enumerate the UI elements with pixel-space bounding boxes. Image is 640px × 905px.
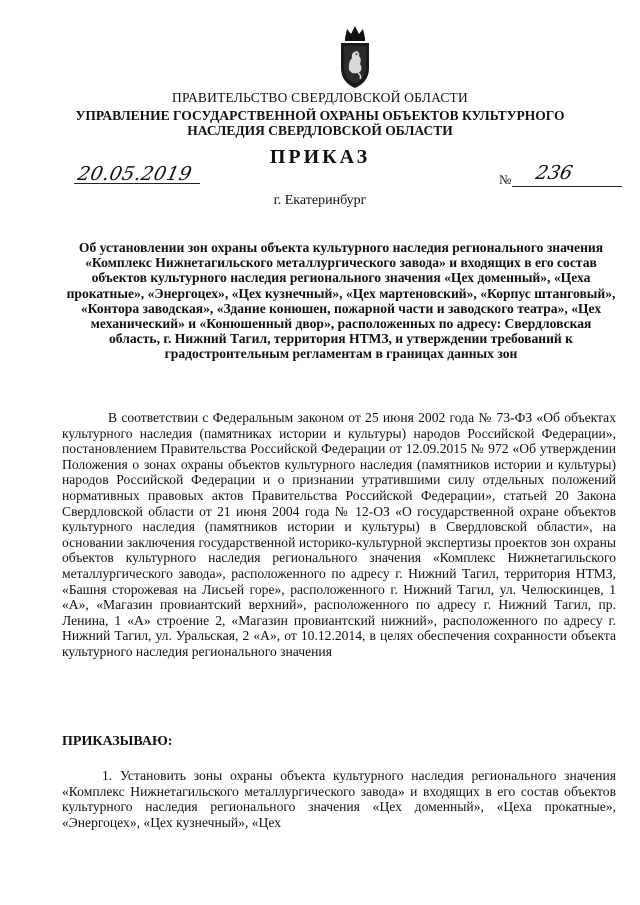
document-title: ПРИКАЗ [269,146,371,168]
order-subject: Об установлении зон охраны объекта культурного наследия регионального значения «Комплекс Нижнетагильского металлургического завода» и входящих в его состав объектов культурного наследия регионального значения «Цех доменный», «Цеха прокатные», «Энергоцех», «Цех кузнечный», «Цех мартеновский», «Корпус штанговый», «Контора заводская», «Здание конюшен, пожарной части и заводского театра», «Цех механический» и «Конюшенный двор», расположенных по адресу: Свердловская область, г. Нижний Тагил, территория НТМЗ, и утверждении требований к градостроительным регламентам в границах данных зон [66,240,616,362]
city: г. Екатеринбург [273,193,367,208]
order-item-1 [62,768,616,830]
government-name: ПРАВИТЕЛЬСТВО СВЕРДЛОВСКОЙ ОБЛАСТИ [172,90,468,105]
order-number: 236 [533,162,575,184]
order-item-1-text: 1. Установить зоны охраны объекта культурного наследия регионального значения «Комплекс Нижнетагильского металлургического завода» и входящих в его состав объектов культурного наследия регионального значения «Цех доменный», «Цеха прокатные», «Энергоцех», «Цех кузнечный», «Цех [62,768,616,830]
number-underline [512,186,622,187]
order-date: 20.05.2019 [75,163,195,185]
coat-of-arms-icon [338,24,372,90]
number-label: № [499,172,512,187]
order-heading: ПРИКАЗЫВАЮ: [62,734,173,749]
department-name: УПРАВЛЕНИЕ ГОСУДАРСТВЕННОЙ ОХРАНЫ ОБЪЕКТОВ КУЛЬТУРНОГО НАСЛЕДИЯ СВЕРДЛОВСКОЙ ОБЛАСТИ [75,108,565,138]
preamble [62,410,616,660]
preamble-paragraph: В соответствии с Федеральным законом от 25 июня 2002 года № 73-ФЗ «Об объектах культурного наследия (памятниках истории и культуры) народов Российской Федерации», постановлением Правительства Российской Федерации от 12.09.2015 № 972 «Об утверждении Положения о зонах охраны объектов культурного наследия (памятников истории и культуры) народов Российской Федерации и о признании утратившими силу отдельных положений нормативных правовых актов Правительства Российской Федерации», статьей 20 Закона Свердловской области от 21 июня 2004 года № 12-ОЗ «О государственной охране объектов культурного наследия (памятников истории и культуры) в Свердловской области», на основании заключения государственной историко-культурной экспертизы проектов зон охраны объектов культурного наследия регионального значения «Комплекс Нижнетагильского металлургического завода», расположенного по адресу г. Нижний Тагил, территория НТМЗ, «Башня сторожевая на Лисьей горе», расположенного г. Нижний Тагил, ул. Челюскинцев, 1 «А», «Магазин провиантский верхний», расположенного по адресу г. Нижний Тагил, пр. Ленина, 1 «А» строение 2, «Магазин провиантский нижний», расположенного по адресу г. Нижний Тагил, ул. Уральская, 2 «А», от 10.12.2014, в целях обеспечения сохранности объекта культурного наследия регионального значения [62,410,616,659]
date-underline [74,183,200,184]
